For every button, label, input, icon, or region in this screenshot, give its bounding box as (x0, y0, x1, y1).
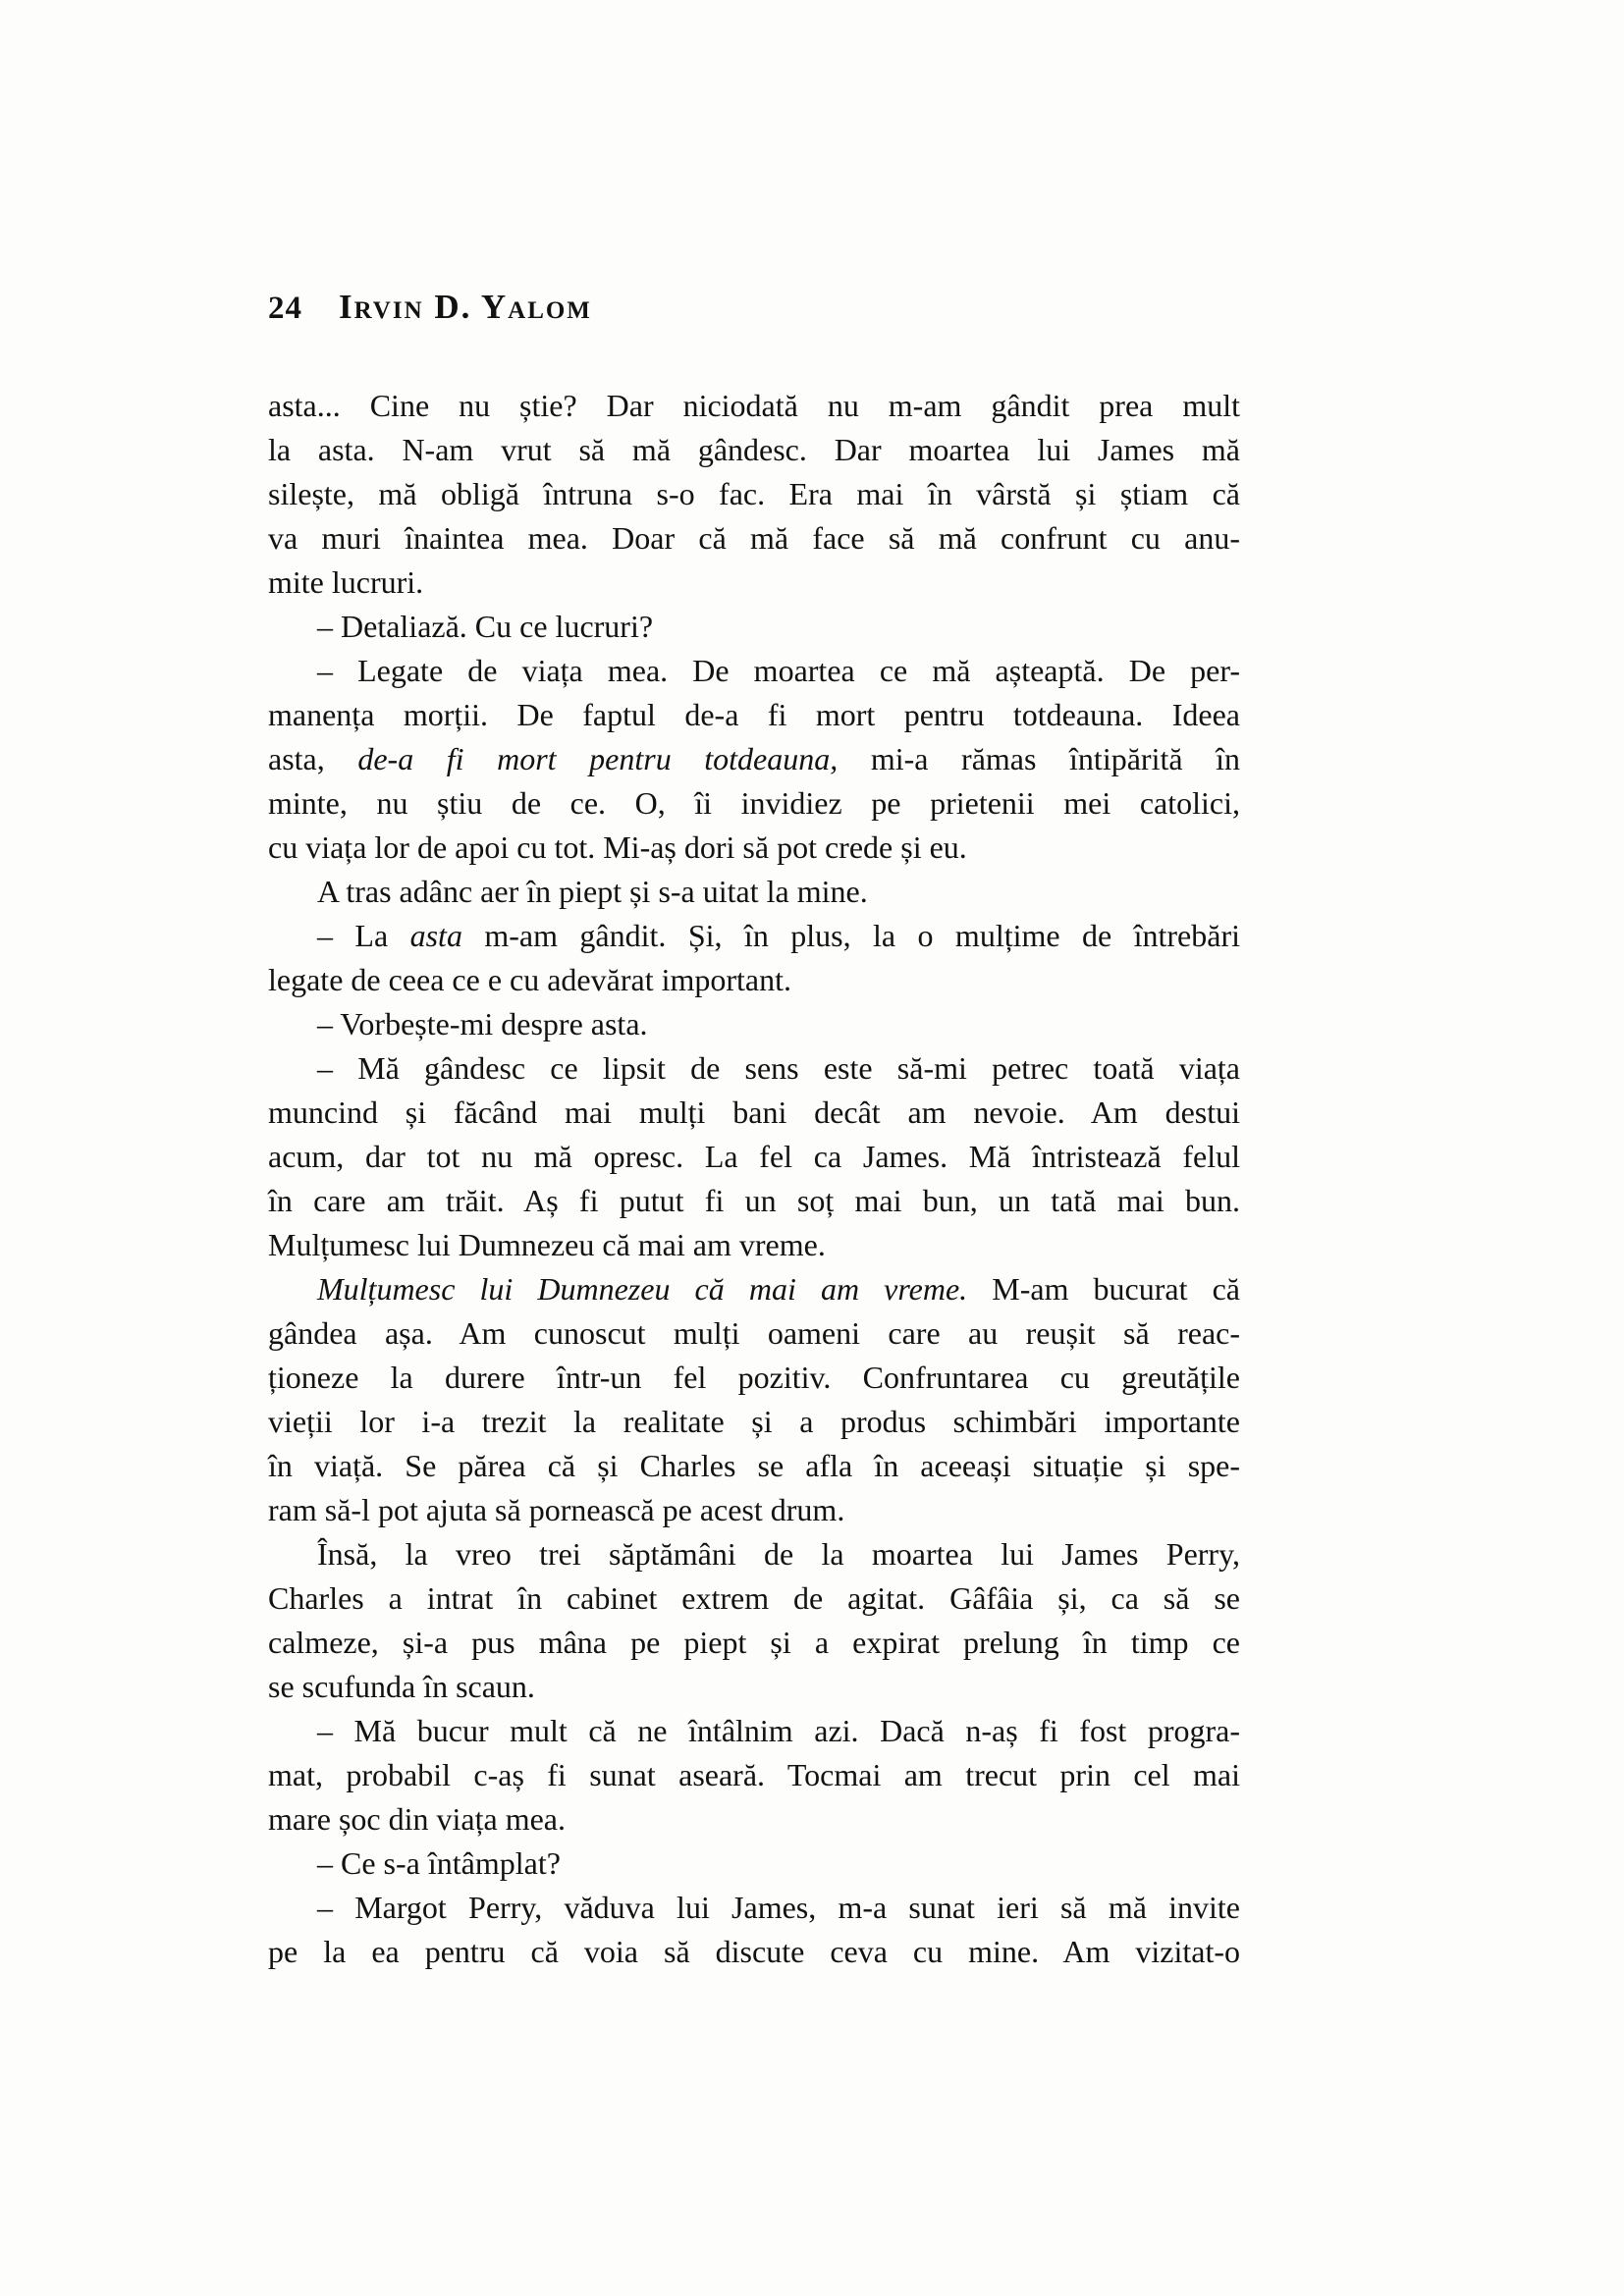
text-segment: ționeze la durere într-un fel pozitiv. Confruntarea cu greutățile (268, 1360, 1240, 1395)
text-line (268, 472, 1240, 516)
text-line (268, 1444, 1240, 1488)
text-segment: mi-a rămas întipărită în (838, 741, 1241, 776)
text-segment: legate de ceea ce e cu adevărat important. (268, 962, 791, 997)
text-line (268, 1356, 1240, 1400)
text-segment: – Mă bucur mult că ne întâlnim azi. Dacă n-aș fi fost progra- (317, 1713, 1240, 1748)
text-line (268, 1267, 1240, 1311)
text-segment: minte, nu știu de ce. O, îi invidiez pe prietenii mei catolici, (268, 785, 1240, 821)
text-line (268, 1532, 1240, 1576)
text-segment: pe la ea pentru că voia să discute ceva cu mine. Am vizitat-o (268, 1934, 1240, 1969)
text-line (268, 1753, 1240, 1797)
text-block (268, 384, 1240, 1974)
text-segment: Mulțumesc lui Dumnezeu că mai am vreme. (268, 1227, 826, 1262)
text-line (268, 605, 1240, 649)
text-line (268, 384, 1240, 428)
text-line (268, 1223, 1240, 1267)
text-segment: se scufunda în scaun. (268, 1669, 535, 1704)
text-segment: – Ce s-a întâmplat? (317, 1845, 561, 1881)
text-segment: – Detaliază. Cu ce lucruri? (317, 609, 654, 644)
text-segment: la asta. N-am vrut să mă gândesc. Dar moartea lui James mă (268, 432, 1240, 467)
text-line (268, 1576, 1240, 1621)
text-line (268, 1400, 1240, 1444)
text-line (268, 1179, 1240, 1223)
text-line (268, 1002, 1240, 1046)
italic-text-segment: Mulțumesc lui Dumnezeu că mai am vreme. (317, 1271, 968, 1307)
text-line (268, 649, 1240, 693)
text-segment: silește, mă obligă întruna s-o fac. Era mai în vârstă și știam că (268, 476, 1240, 511)
text-segment: gândea așa. Am cunoscut mulți oameni care au reușit să reac- (268, 1315, 1240, 1351)
text-line (268, 781, 1240, 826)
text-segment: cu viața lor de apoi cu tot. Mi-aș dori să pot crede și eu. (268, 829, 967, 865)
text-segment: în care am trăit. Aș fi putut fi un soț mai bun, un tată mai bun. (268, 1183, 1240, 1218)
text-line (268, 428, 1240, 472)
running-title: Irvin D. Yalom (339, 288, 592, 326)
text-segment: asta, (268, 741, 358, 776)
text-line (268, 1842, 1240, 1886)
text-line (268, 1930, 1240, 1974)
text-line (268, 914, 1240, 958)
text-line (268, 1665, 1240, 1709)
text-line (268, 693, 1240, 737)
text-segment: A tras adânc aer în piept și s-a uitat la mine. (317, 874, 868, 909)
text-line (268, 870, 1240, 914)
text-segment: – La (317, 918, 410, 953)
text-segment: mite lucruri. (268, 564, 424, 600)
text-segment: acum, dar tot nu mă opresc. La fel ca James. Mă întristează felul (268, 1139, 1240, 1174)
italic-text-segment: asta (409, 918, 462, 953)
text-line (268, 1311, 1240, 1356)
text-line (268, 1621, 1240, 1665)
text-line (268, 1797, 1240, 1842)
text-segment: Însă, la vreo trei săptămâni de la moartea lui James Perry, (317, 1536, 1240, 1572)
text-segment: m-am gândit. Și, în plus, la o mulțime de întrebări (461, 918, 1241, 953)
page-header (268, 288, 592, 327)
text-line (268, 516, 1240, 561)
text-line (268, 737, 1240, 781)
text-line (268, 1709, 1240, 1753)
text-segment: mare șoc din viața mea. (268, 1801, 566, 1837)
text-segment: va muri înaintea mea. Doar că mă face să mă confrunt cu anu- (268, 520, 1240, 556)
text-line (268, 826, 1240, 870)
text-line (268, 1886, 1240, 1930)
text-line (268, 1135, 1240, 1179)
text-line (268, 958, 1240, 1002)
text-segment: mat, probabil c-aș fi sunat aseară. Tocmai am trecut prin cel mai (268, 1757, 1240, 1792)
text-segment: vieții lor i-a trezit la realitate și a produs schimbări importante (268, 1404, 1240, 1439)
text-segment: în viață. Se părea că și Charles se afla în aceeași situație și spe- (268, 1448, 1240, 1483)
text-segment: muncind și făcând mai mulți bani decât am nevoie. Am destui (268, 1095, 1240, 1130)
text-segment: ram să-l pot ajuta să pornească pe acest drum. (268, 1492, 845, 1527)
page-number: 24 (268, 291, 302, 326)
text-segment: – Margot Perry, văduva lui James, m-a sunat ieri să mă invite (317, 1890, 1240, 1925)
text-segment: – Vorbește-mi despre asta. (317, 1006, 648, 1041)
text-segment: asta... Cine nu știe? Dar niciodată nu m-am gândit prea mult (268, 388, 1240, 423)
text-segment: manența morții. De faptul de-a fi mort pentru totdeauna. Ideea (268, 697, 1240, 732)
text-segment: – Legate de viața mea. De moartea ce mă așteaptă. De per- (317, 653, 1240, 688)
text-segment: Charles a intrat în cabinet extrem de agitat. Gâfâia și, ca să se (268, 1580, 1240, 1616)
text-line (268, 1488, 1240, 1532)
text-segment: – Mă gândesc ce lipsit de sens este să-mi petrec toată viața (317, 1050, 1240, 1086)
text-segment: calmeze, și-a pus mâna pe piept și a expirat prelung în timp ce (268, 1625, 1240, 1660)
text-line (268, 561, 1240, 605)
italic-text-segment: de-a fi mort pentru totdeauna, (357, 741, 839, 776)
text-line (268, 1091, 1240, 1135)
text-line (268, 1046, 1240, 1091)
text-segment: M-am bucurat că (967, 1271, 1241, 1307)
